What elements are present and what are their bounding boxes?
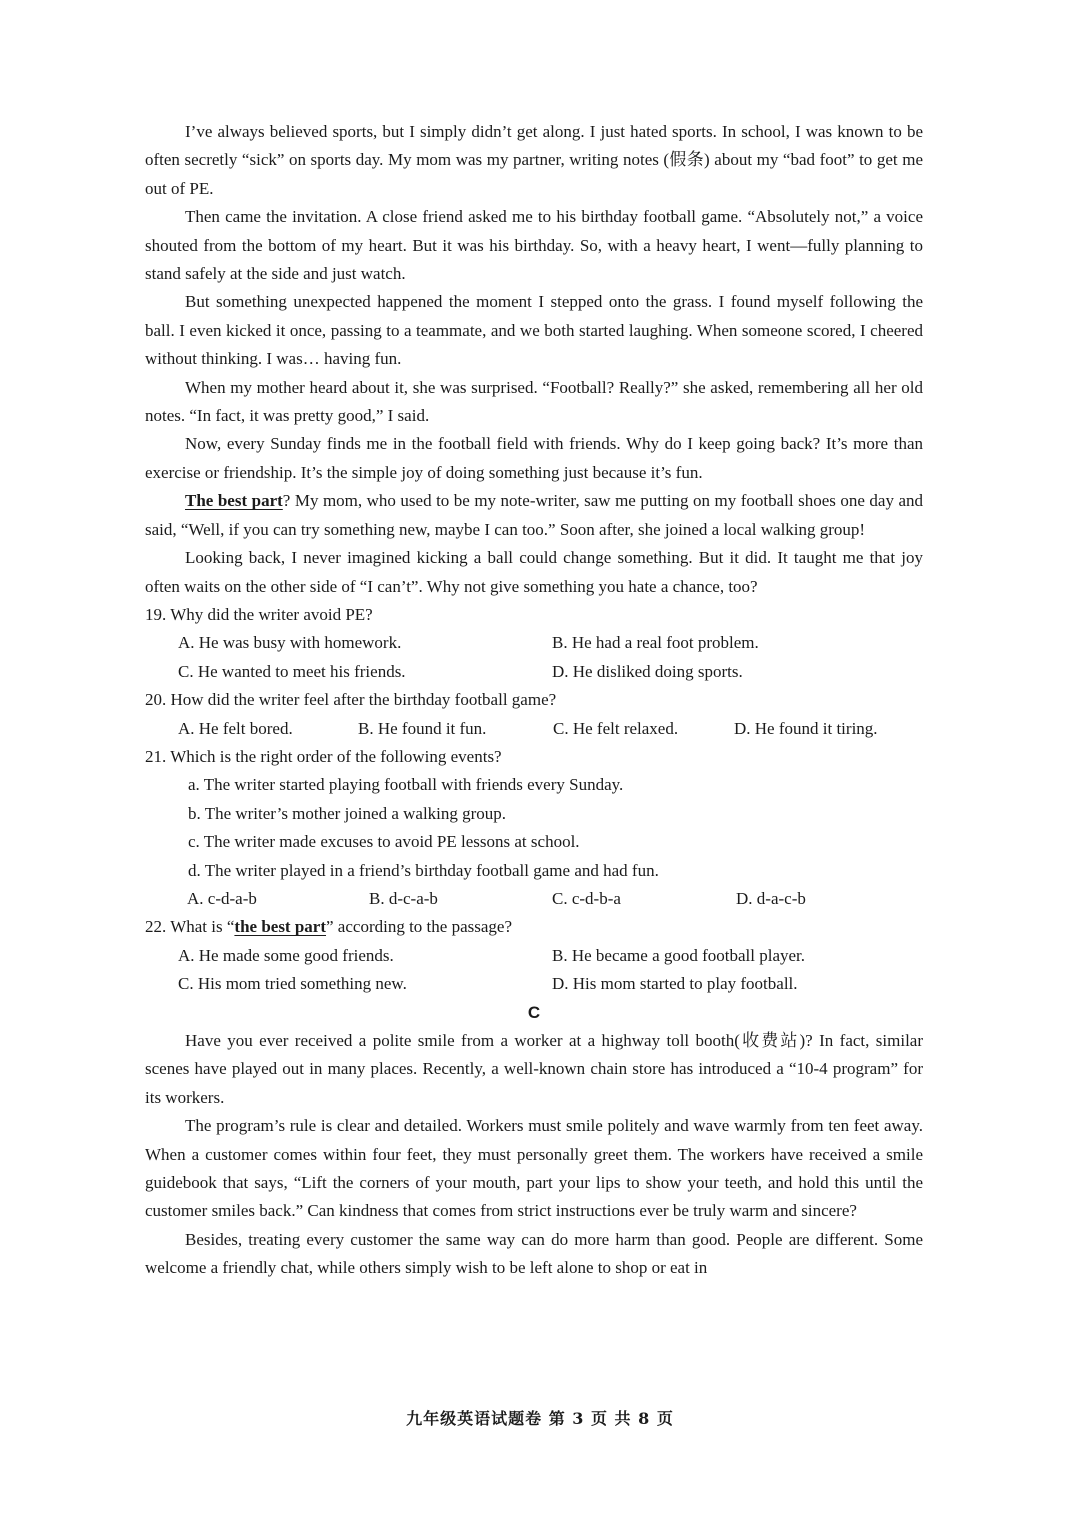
stem-text: ” according to the passage? bbox=[326, 917, 512, 937]
passage-paragraph: But something unexpected happened the moment I stepped onto the grass. I found myself following the ball. I even kicked it once, passing to a teammate, and we both started laughing. When someone scored, I cheered without thinking. I was… having fun. bbox=[145, 292, 923, 369]
section-title: C bbox=[527, 1002, 541, 1022]
question-19 bbox=[145, 601, 923, 686]
option-c: C. c-d-b-a bbox=[552, 888, 621, 908]
option-c: C. He felt relaxed. bbox=[553, 718, 679, 738]
paragraph-text: ? My mom, who used to be my note-writer, saw me putting on my football shoes one day and said, “Well, if you can try something new, maybe I can too.” Soon after, she joined a local walking group! bbox=[145, 491, 924, 539]
page-footer: 九年级英语试题卷 第 3 页 共 8 页 bbox=[406, 1409, 674, 1428]
question-stem: 19. Why did the writer avoid PE? bbox=[145, 604, 373, 624]
option-d: D. He disliked doing sports. bbox=[552, 661, 743, 681]
option-d: D. He found it tiring. bbox=[734, 718, 878, 738]
reading-passage-b bbox=[145, 118, 923, 601]
question-stem: 21. Which is the right order of the following events? bbox=[145, 746, 502, 766]
question-options bbox=[145, 629, 923, 686]
reading-passage-c bbox=[145, 1027, 923, 1283]
question-options bbox=[145, 942, 923, 999]
event-list bbox=[145, 771, 923, 885]
option-d: D. d-a-c-b bbox=[736, 888, 806, 908]
question-stem bbox=[145, 913, 923, 941]
option-b: B. d-c-a-b bbox=[369, 888, 438, 908]
passage-paragraph: The program’s rule is clear and detailed. Workers must smile politely and wave warmly from ten feet away. When a customer comes within four feet, they must personally greet them. The workers have received a smile guidebook that says, “Lift the corners of your mouth, part your lips to show your teeth, and hold this until the customer smiles back.” Can kindness that comes from strict instructions ever be truly warm and sincere? bbox=[145, 1116, 923, 1221]
passage-paragraph: Then came the invitation. A close friend asked me to his birthday football game. “Absolutely not,” a voice shouted from the bottom of my heart. But it was his birthday. So, with a heavy heart, I went—fully planning to stand safely at the side and just watch. bbox=[145, 207, 923, 284]
option-d: D. His mom started to play football. bbox=[552, 974, 798, 994]
event-item: b. The writer’s mother joined a walking group. bbox=[188, 803, 507, 823]
option-c: C. He wanted to meet his friends. bbox=[178, 661, 406, 681]
option-a: A. He felt bored. bbox=[178, 718, 293, 738]
event-item: c. The writer made excuses to avoid PE lessons at school. bbox=[188, 832, 580, 852]
option-a: A. c-d-a-b bbox=[187, 888, 257, 908]
passage-paragraph: Now, every Sunday finds me in the football field with friends. Why do I keep going back? It’s more than exercise or friendship. It’s the simple joy of doing something just because it’s fun. bbox=[145, 434, 923, 482]
question-options bbox=[145, 885, 923, 913]
passage-paragraph: Have you ever received a polite smile from a worker at a highway toll booth(收费站)? In fact, similar scenes have played out in many places. Recently, a well-known chain store has introduced a “10-4 program” for its workers. bbox=[145, 1031, 923, 1107]
stem-text: 22. What is “ bbox=[145, 917, 235, 937]
passage-paragraph: Looking back, I never imagined kicking a ball could change something. But it did. It taught me that joy often waits on the other side of “I can’t”. Why not give something you hate a chance, too? bbox=[145, 548, 923, 596]
question-stem: 20. How did the writer feel after the birthday football game? bbox=[145, 690, 557, 710]
question-20 bbox=[145, 686, 923, 743]
question-21 bbox=[145, 743, 923, 913]
option-b: B. He had a real foot problem. bbox=[552, 633, 759, 653]
underlined-phrase: The best part bbox=[185, 491, 283, 511]
event-item: a. The writer started playing football with friends every Sunday. bbox=[188, 775, 624, 795]
passage-paragraph bbox=[145, 487, 923, 544]
event-item: d. The writer played in a friend’s birthday football game and had fun. bbox=[188, 860, 659, 880]
option-b: B. He became a good football player. bbox=[552, 945, 806, 965]
exam-page-content bbox=[145, 118, 923, 1283]
option-a: A. He made some good friends. bbox=[178, 945, 394, 965]
question-22 bbox=[145, 913, 923, 998]
option-c: C. His mom tried something new. bbox=[178, 974, 407, 994]
passage-paragraph: I’ve always believed sports, but I simply didn’t get along. I just hated sports. In school, I was known to be often secretly “sick” on sports day. My mom was my partner, writing notes (假条) about my “bad foot” to get me out of PE. bbox=[145, 122, 923, 198]
option-b: B. He found it fun. bbox=[358, 718, 487, 738]
underlined-phrase: the best part bbox=[234, 917, 327, 937]
option-a: A. He was busy with homework. bbox=[178, 633, 402, 653]
question-options bbox=[145, 715, 923, 743]
passage-paragraph: Besides, treating every customer the same way can do more harm than good. People are different. Some welcome a friendly chat, while others simply wish to be left alone to shop or eat in bbox=[145, 1229, 923, 1278]
passage-paragraph: When my mother heard about it, she was surprised. “Football? Really?” she asked, remembering all her old notes. “In fact, it was pretty good,” I said. bbox=[145, 377, 923, 426]
